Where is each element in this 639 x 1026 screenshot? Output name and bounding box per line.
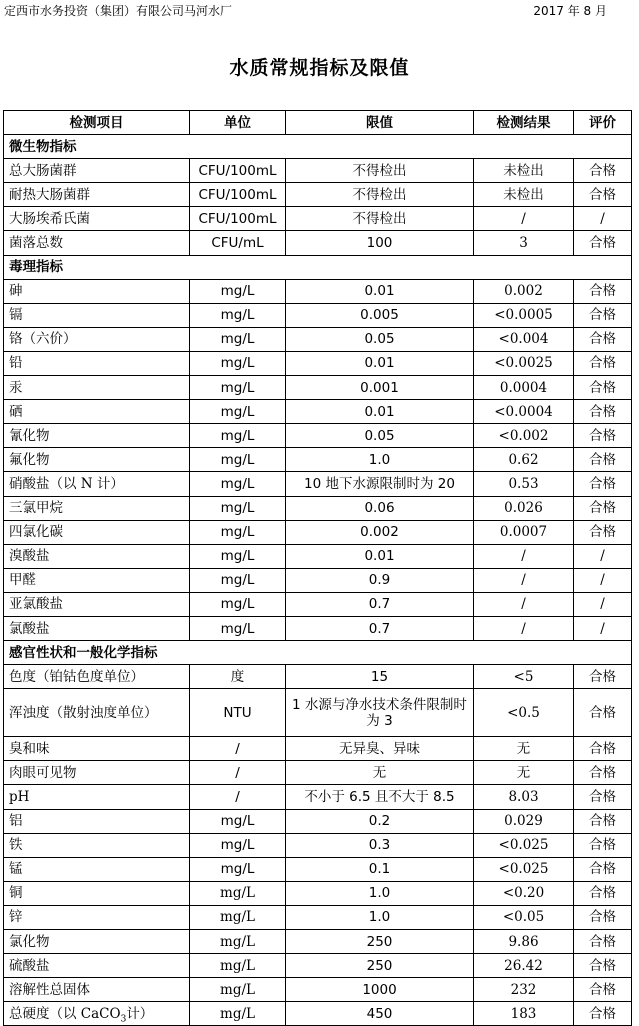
table-row	[4, 351, 632, 375]
item-result: 0.029	[474, 809, 574, 833]
item-limit: 1.0	[286, 881, 474, 905]
item-result: <0.002	[474, 424, 574, 448]
column-header-limit: 限值	[286, 111, 474, 135]
item-name: 三氯甲烷	[4, 496, 190, 520]
item-result: 未检出	[474, 183, 574, 207]
category-row	[4, 255, 632, 279]
item-limit: 250	[286, 954, 474, 978]
item-evaluation: /	[574, 592, 632, 616]
item-limit: 0.05	[286, 424, 474, 448]
table-row	[4, 520, 632, 544]
item-name: 大肠埃希氏菌	[4, 207, 190, 231]
item-name: 浑浊度（散射浊度单位）	[4, 689, 190, 737]
item-name: 硫酸盐	[4, 954, 190, 978]
item-name-suffix: 计）	[126, 1005, 154, 1022]
item-result: 未检出	[474, 159, 574, 183]
column-header-unit: 单位	[190, 111, 286, 135]
item-name: 臭和味	[4, 737, 190, 761]
item-result: 8.03	[474, 785, 574, 809]
item-name: 镉	[4, 303, 190, 327]
item-limit: 0.002	[286, 520, 474, 544]
table-row	[4, 785, 632, 809]
category-label: 毒理指标	[4, 255, 632, 279]
table-row	[4, 809, 632, 833]
item-limit: 不得检出	[286, 207, 474, 231]
item-unit: CFU/mL	[190, 231, 286, 255]
item-unit: mg/L	[190, 568, 286, 592]
table-row	[4, 737, 632, 761]
item-evaluation: 合格	[574, 809, 632, 833]
item-unit: mg/L	[190, 544, 286, 568]
item-name: 硒	[4, 400, 190, 424]
table-row	[4, 568, 632, 592]
item-name: 甲醛	[4, 568, 190, 592]
table-row	[4, 183, 632, 207]
item-unit: mg/L	[190, 376, 286, 400]
item-result: 0.53	[474, 472, 574, 496]
item-unit: mg/L	[190, 978, 286, 1002]
item-name: 耐热大肠菌群	[4, 183, 190, 207]
item-unit: mg/L	[190, 279, 286, 303]
item-unit: /	[190, 737, 286, 761]
table-row	[4, 665, 632, 689]
table-row	[4, 905, 632, 929]
item-evaluation: 合格	[574, 954, 632, 978]
item-evaluation: 合格	[574, 978, 632, 1002]
item-name: 亚氯酸盐	[4, 592, 190, 616]
item-result: 0.002	[474, 279, 574, 303]
item-result: 9.86	[474, 930, 574, 954]
item-unit: mg/L	[190, 400, 286, 424]
item-evaluation: 合格	[574, 785, 632, 809]
item-result: 26.42	[474, 954, 574, 978]
item-name: 汞	[4, 376, 190, 400]
item-name: 溴酸盐	[4, 544, 190, 568]
item-name: 氟化物	[4, 448, 190, 472]
item-limit: 0.06	[286, 496, 474, 520]
water-quality-table	[3, 110, 632, 1026]
item-name: 氰化物	[4, 424, 190, 448]
item-name: 溶解性总固体	[4, 978, 190, 1002]
item-limit: 0.7	[286, 616, 474, 640]
item-name: 铬（六价）	[4, 327, 190, 351]
category-label: 微生物指标	[4, 135, 632, 159]
item-evaluation: 合格	[574, 159, 632, 183]
item-limit: 1.0	[286, 905, 474, 929]
table-row	[4, 400, 632, 424]
item-evaluation: 合格	[574, 881, 632, 905]
item-evaluation: /	[574, 544, 632, 568]
item-result: 0.0004	[474, 376, 574, 400]
item-unit: mg/L	[190, 809, 286, 833]
table-row	[4, 376, 632, 400]
item-unit: mg/L	[190, 520, 286, 544]
item-result: 232	[474, 978, 574, 1002]
item-unit: mg/L	[190, 930, 286, 954]
item-unit: CFU/100mL	[190, 207, 286, 231]
item-unit: NTU	[190, 689, 286, 737]
item-unit: mg/L	[190, 351, 286, 375]
item-result: 0.62	[474, 448, 574, 472]
item-limit: 0.01	[286, 544, 474, 568]
item-unit: mg/L	[190, 616, 286, 640]
item-evaluation: 合格	[574, 665, 632, 689]
category-label: 感官性状和一般化学指标	[4, 641, 632, 665]
table-row	[4, 978, 632, 1002]
item-limit: 0.01	[286, 400, 474, 424]
item-result: <5	[474, 665, 574, 689]
table-row	[4, 424, 632, 448]
item-evaluation: /	[574, 207, 632, 231]
table-row	[4, 833, 632, 857]
item-name: 色度（铂钴色度单位）	[4, 665, 190, 689]
item-evaluation: /	[574, 568, 632, 592]
item-result: /	[474, 616, 574, 640]
table-row	[4, 761, 632, 785]
table-row	[4, 472, 632, 496]
item-name: 锌	[4, 905, 190, 929]
item-limit: 0.3	[286, 833, 474, 857]
item-result: 183	[474, 1002, 574, 1026]
item-name: 肉眼可见物	[4, 761, 190, 785]
table-row	[4, 544, 632, 568]
item-limit: 0.001	[286, 376, 474, 400]
table-row	[4, 327, 632, 351]
item-evaluation: 合格	[574, 857, 632, 881]
report-date: 2017 年 8 月	[533, 4, 607, 18]
item-name-prefix: 总硬度（以 CaCO	[9, 1005, 121, 1022]
item-limit: 0.05	[286, 327, 474, 351]
item-result: <0.5	[474, 689, 574, 737]
item-unit: mg/L	[190, 472, 286, 496]
item-result: <0.025	[474, 857, 574, 881]
item-evaluation: 合格	[574, 400, 632, 424]
item-result: <0.05	[474, 905, 574, 929]
item-name: 四氯化碳	[4, 520, 190, 544]
item-evaluation: 合格	[574, 472, 632, 496]
item-unit: mg/L	[190, 448, 286, 472]
item-result: <0.20	[474, 881, 574, 905]
table-row	[4, 496, 632, 520]
item-unit: CFU/100mL	[190, 183, 286, 207]
item-limit: 无异臭、异味	[286, 737, 474, 761]
item-unit: mg/L	[190, 1002, 286, 1026]
table-row	[4, 616, 632, 640]
table-row	[4, 159, 632, 183]
category-row	[4, 135, 632, 159]
item-limit: 不小于 6.5 且不大于 8.5	[286, 785, 474, 809]
item-evaluation: 合格	[574, 761, 632, 785]
item-name: 铜	[4, 881, 190, 905]
item-limit: 0.9	[286, 568, 474, 592]
item-name: 铁	[4, 833, 190, 857]
column-header-evaluation: 评价	[574, 111, 632, 135]
item-result: /	[474, 568, 574, 592]
item-evaluation: 合格	[574, 424, 632, 448]
table-row	[4, 303, 632, 327]
item-result: <0.0005	[474, 303, 574, 327]
item-name: pH	[4, 785, 190, 809]
company-name: 定西市水务投资（集团）有限公司马河水厂	[4, 4, 233, 18]
column-header-result: 检测结果	[474, 111, 574, 135]
item-evaluation: 合格	[574, 279, 632, 303]
item-unit: CFU/100mL	[190, 159, 286, 183]
item-unit: mg/L	[190, 905, 286, 929]
item-limit: 0.01	[286, 279, 474, 303]
item-limit: 15	[286, 665, 474, 689]
item-result: <0.0025	[474, 351, 574, 375]
item-evaluation: 合格	[574, 737, 632, 761]
item-limit: 450	[286, 1002, 474, 1026]
item-unit: mg/L	[190, 496, 286, 520]
item-result: 3	[474, 231, 574, 255]
item-unit: mg/L	[190, 303, 286, 327]
item-limit: 0.7	[286, 592, 474, 616]
item-result: /	[474, 592, 574, 616]
item-name: 菌落总数	[4, 231, 190, 255]
table-row	[4, 881, 632, 905]
item-result: /	[474, 544, 574, 568]
table-row	[4, 592, 632, 616]
table-row	[4, 954, 632, 978]
item-result: 无	[474, 761, 574, 785]
item-limit: 0.1	[286, 857, 474, 881]
table-header-row	[4, 111, 632, 135]
table-row	[4, 448, 632, 472]
item-unit: 度	[190, 665, 286, 689]
item-limit: 100	[286, 231, 474, 255]
item-name	[4, 1002, 190, 1026]
item-evaluation: 合格	[574, 930, 632, 954]
item-name: 氯酸盐	[4, 616, 190, 640]
item-evaluation: 合格	[574, 183, 632, 207]
item-name: 氯化物	[4, 930, 190, 954]
item-evaluation: /	[574, 616, 632, 640]
item-limit: 250	[286, 930, 474, 954]
item-evaluation: 合格	[574, 1002, 632, 1026]
item-unit: mg/L	[190, 881, 286, 905]
item-name: 铅	[4, 351, 190, 375]
item-unit: mg/L	[190, 327, 286, 351]
item-limit: 10 地下水源限制时为 20	[286, 472, 474, 496]
column-header-item: 检测项目	[4, 111, 190, 135]
item-evaluation: 合格	[574, 496, 632, 520]
item-name: 硝酸盐（以 N 计）	[4, 472, 190, 496]
item-unit: mg/L	[190, 592, 286, 616]
item-unit: mg/L	[190, 954, 286, 978]
item-result: <0.025	[474, 833, 574, 857]
item-unit: mg/L	[190, 857, 286, 881]
table-row	[4, 279, 632, 303]
item-limit: 1000	[286, 978, 474, 1002]
item-unit: /	[190, 761, 286, 785]
table-row	[4, 1002, 632, 1026]
item-limit: 0.01	[286, 351, 474, 375]
item-evaluation: 合格	[574, 376, 632, 400]
item-evaluation: 合格	[574, 351, 632, 375]
item-result: <0.004	[474, 327, 574, 351]
table-row	[4, 930, 632, 954]
item-evaluation: 合格	[574, 231, 632, 255]
item-name-subscript: 3	[120, 1014, 127, 1025]
table-row	[4, 207, 632, 231]
item-result: 0.0007	[474, 520, 574, 544]
item-evaluation: 合格	[574, 303, 632, 327]
item-limit: 1 水源与净水技术条件限制时为 3	[286, 689, 474, 737]
item-limit: 不得检出	[286, 159, 474, 183]
item-result: 0.026	[474, 496, 574, 520]
item-evaluation: 合格	[574, 327, 632, 351]
page-title: 水质常规指标及限值	[229, 57, 410, 79]
item-evaluation: 合格	[574, 520, 632, 544]
item-limit: 不得检出	[286, 183, 474, 207]
item-name: 铝	[4, 809, 190, 833]
item-evaluation: 合格	[574, 448, 632, 472]
item-unit: /	[190, 785, 286, 809]
item-limit: 无	[286, 761, 474, 785]
table-row	[4, 231, 632, 255]
item-unit: mg/L	[190, 833, 286, 857]
table-row	[4, 689, 632, 737]
item-result: 无	[474, 737, 574, 761]
table-row	[4, 857, 632, 881]
category-row	[4, 641, 632, 665]
item-evaluation: 合格	[574, 833, 632, 857]
item-limit: 1.0	[286, 448, 474, 472]
item-limit: 0.2	[286, 809, 474, 833]
item-result: <0.0004	[474, 400, 574, 424]
item-name: 总大肠菌群	[4, 159, 190, 183]
item-evaluation: 合格	[574, 905, 632, 929]
item-limit: 0.005	[286, 303, 474, 327]
item-unit: mg/L	[190, 424, 286, 448]
item-name: 锰	[4, 857, 190, 881]
item-result: /	[474, 207, 574, 231]
item-name: 砷	[4, 279, 190, 303]
item-evaluation: 合格	[574, 689, 632, 737]
